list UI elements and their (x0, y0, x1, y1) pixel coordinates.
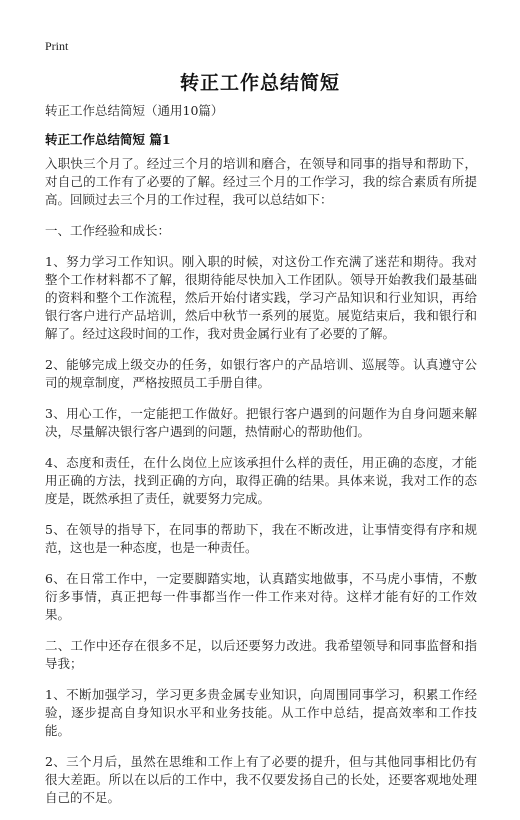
paragraph-intro: 入职快三个月了。经过三个月的培训和磨合，在领导和同事的指导和帮助下，对自己的工作有了必要的了解。经过三个月的工作学习，我的综合素质有所提高。回顾过去三个月的工作过程，我可以总结如下： (45, 156, 477, 207)
paragraph-improve-2: 2、三个月后，虽然在思维和工作上有了必要的提升，但与其他同事相比仍有很大差距。所以在以后的工作中，我不仅要发扬自己的长处，还要客观地处理自己的不足。 (45, 754, 477, 805)
document-title: 转正工作总结简短 (179, 72, 340, 94)
document-subtitle: 转正工作总结简短（通用10篇） (45, 103, 224, 118)
paragraph-item-3: 3、用心工作，一定能把工作做好。把银行客户遇到的问题作为自身问题来解决，尽量解决银行客户遇到的问题，热情耐心的帮助他们。 (45, 406, 477, 439)
paragraph-item-5: 5、在领导的指导下，在同事的帮助下，我在不断改进，让事情变得有序和规范，这也是一种态度，也是一种责任。 (45, 522, 477, 555)
paragraph-item-1: 1、努力学习工作知识。刚入职的时候，对这份工作充满了迷茫和期待。我对整个工作材料都不了解，很期待能尽快加入工作团队。领导开始教我们最基础的资料和整个工作流程，然后开始付诸实践，学习产品知识和行业知识，再给银行客户进行产品培训，然后中秋节一系列的展览。展览结束后，我和银行和解了。经过这段时间的工作，我对贵金属行业有了必要的了解。 (45, 254, 477, 341)
paragraph-improve-1: 1、不断加强学习，学习更多贵金属专业知识，向周围同事学习，积累工作经验，逐步提高自身知识水平和业务技能。从工作中总结，提高效率和工作技能。 (45, 687, 477, 738)
heading-shortcomings: 二、工作中还存在很多不足，以后还要努力改进。我希望领导和同事监督和指导我； (45, 638, 477, 671)
paragraph-item-4: 4、态度和责任，在什么岗位上应该承担什么样的责任，用正确的态度，才能用正确的方法，找到正确的方向，取得正确的结果。具体来说，我对工作的态度是，既然承担了责任，就要努力完成。 (45, 455, 477, 506)
document-content (45, 155, 477, 820)
paragraph-item-2: 2、能够完成上级交办的任务，如银行客户的产品培训、巡展等。认真遵守公司的规章制度，严格按照员工手册自律。 (45, 357, 477, 390)
heading-work-experience: 一、工作经验和成长： (45, 223, 171, 238)
paragraph-item-6: 6、在日常工作中，一定要脚踏实地，认真踏实地做事，不马虎小事情，不敷衍多事情，真正把每一件事都当作一件工作来对待。这样才能有好的工作效果。 (45, 571, 477, 622)
section-title: 转正工作总结简短 篇1 (45, 132, 171, 147)
print-label: Print (45, 39, 69, 53)
